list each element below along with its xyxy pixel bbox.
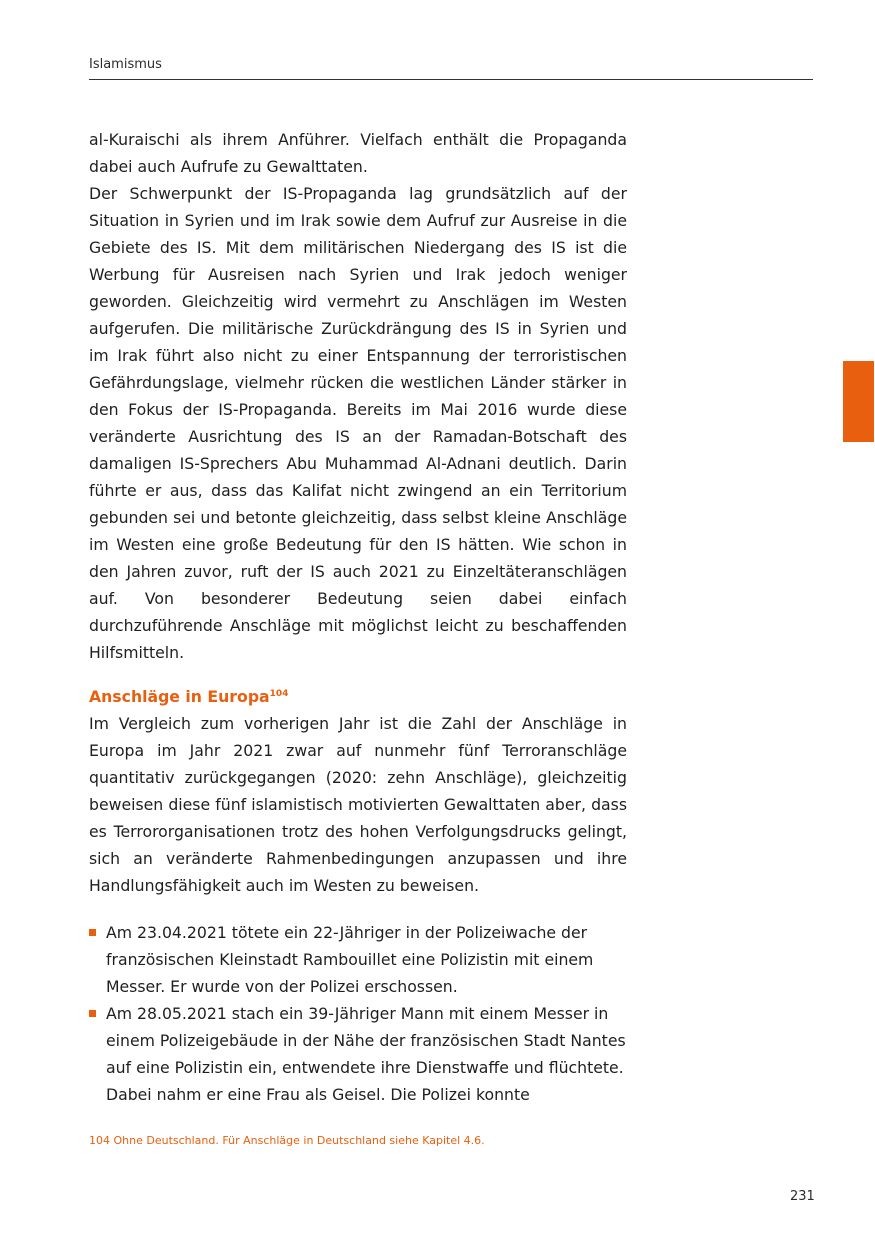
list-item xyxy=(89,1000,627,1108)
attack-list xyxy=(89,919,627,1108)
square-bullet-icon xyxy=(89,1010,96,1017)
chapter-tab-marker xyxy=(843,361,874,442)
main-content xyxy=(89,126,627,1108)
running-header: Islamismus xyxy=(89,57,162,72)
paragraph-propaganda: Der Schwerpunkt der IS-Propaganda lag grundsätzlich auf der Situation in Syrien und im Irak sowie dem Aufruf zur Ausreise in die Gebiete des IS. Mit dem militärischen Niedergang des IS ist die Werbung für Ausreisen nach Syrien und Irak jedoch weniger geworden. Gleichzeitig wird vermehrt zu Anschlägen im Westen aufgerufen. Die militärische Zurückdrängung des IS in Syrien und im Irak führt also nicht zu einer Entspannung der terroristischen Gefährdungslage, vielmehr rücken die westlichen Länder stärker in den Fokus der IS-Propaganda. Bereits im Mai 2016 wurde diese veränderte Ausrichtung des IS an der Ramadan-Botschaft des damaligen IS-Sprechers Abu Muhammad Al-Adnani deutlich. Darin führte er aus, dass das Kalifat nicht zwingend an ein Territorium gebunden sei und betonte gleichzeitig, dass selbst kleine Anschläge im Westen eine große Bedeutung für den IS hätten. Wie schon in den Jahren zuvor, ruft der IS auch 2021 zu Einzeltäteranschlägen auf. Von besonderer Bedeutung seien dabei einfach durchzuführende Anschläge mit möglichst leicht zu beschaffenden Hilfsmitteln. xyxy=(89,184,627,662)
header-divider xyxy=(89,79,813,80)
page-number: 231 xyxy=(790,1189,815,1204)
list-item-text: Am 28.05.2021 stach ein 39-Jähriger Mann mit einem Messer in einem Polizeigebäude in der Nähe der französischen Stadt Nantes auf eine Polizistin ein, entwendete ihre Dienstwaffe und flüchtete. Dabei nahm er eine Frau als Geisel. Die Polizei konnte xyxy=(106,1004,626,1104)
paragraph-intro: al-Kuraischi als ihrem Anführer. Vielfach enthält die Propaganda dabei auch Aufrufe zu Gewalttaten. xyxy=(89,130,627,176)
paragraph-attacks: Im Vergleich zum vorherigen Jahr ist die Zahl der Anschläge in Europa im Jahr 2021 zwar auf nunmehr fünf Terroranschläge quantitativ zurückgegangen (2020: zehn Anschläge), gleichzeitig beweisen diese fünf islamistisch motivierten Gewalttaten aber, dass es Terrororganisationen trotz des hohen Verfolgungsdrucks gelingt, sich an veränderte Rahmenbedingungen anzupassen und ihre Handlungsfähigkeit auch im Westen zu beweisen. xyxy=(89,714,627,895)
list-item-text: Am 23.04.2021 tötete ein 22-Jähriger in der Polizeiwache der französischen Kleinstadt Rambouillet eine Polizistin mit einem Messer. Er wurde von der Polizei erschossen. xyxy=(106,923,594,996)
list-item xyxy=(89,919,627,1000)
footnote-reference: 104 xyxy=(269,688,289,699)
square-bullet-icon xyxy=(89,929,96,936)
section-heading xyxy=(89,683,627,710)
footnote: 104 Ohne Deutschland. Für Anschläge in Deutschland siehe Kapitel 4.6. xyxy=(89,1134,485,1147)
section-heading-text: Anschläge in Europa xyxy=(89,687,270,706)
